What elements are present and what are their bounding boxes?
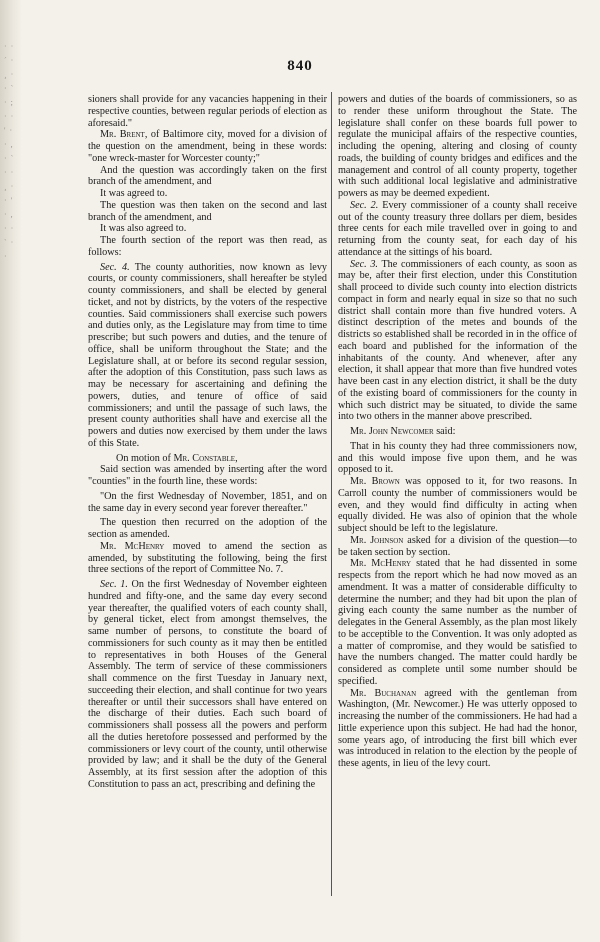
section-text: Sec. 2. Every commissioner of a county shall receive out of the county treasury three dollars per diem, besides three cents for each mile travelled over in going to and returning from the county seat, for each day of his attendance at the sittings of his board. <box>338 199 577 258</box>
paragraph: Mr. Buchanan agreed with the gentleman from Washington, (Mr. Newcomer.) He was utterly opposed to increasing the number of the commissioners. He had had a little experience upon this subject. He had had the honor, some years ago, of introducing the first bill which ever was introduced in relation to the election by the people of these agents, in lieu of the levy court. <box>338 687 577 769</box>
speaker-name: Mr. McHenry <box>350 558 412 570</box>
paragraph: powers and duties of the boards of commissioners, so as to render these uniform throughout the State. The legislature shall confer on these boards full power to regulate the municipal affairs of the respective counties, including the opening, altering and closing of county roads, the building of county bridges and edifices and the management and control of all county property, together with such additional local legislative and administrative powers as may be deemed expedient. <box>338 94 577 199</box>
section-label: Sec. 2. <box>350 199 379 211</box>
speaker-name: Mr. Buchanan <box>350 687 417 699</box>
speaker-name: Mr. John Newcomer <box>350 426 434 437</box>
paragraph: The question then recurred on the adoption of the section as amended. <box>88 517 327 540</box>
page-number: 840 <box>287 58 313 74</box>
speaker-name: Mr. Brent, <box>100 129 148 141</box>
section-label: Sec. 4. <box>100 261 130 273</box>
right-column <box>338 94 577 770</box>
paragraph: Mr. McHenry moved to amend the section as amended, by substituting the following, being the first three sections of the report of Committee No. 7. <box>88 540 327 576</box>
edge-marks: · · ´ · ¸ · · ` · ; · · ' · · , · ` · · ¸ · · ' · , · · ` · · <box>4 42 15 261</box>
speaker-name: Mr. McHenry <box>100 540 165 552</box>
section-text: Sec. 3. The commissioners of each county, as soon as may be, after their first election, under this Constitution shall proceed to divide such county into election districts compact in form and nearly equal in size so that no such district shall contain more than five hundred voters. A distinct description of the metes and bounds of the districts so established shall be recorded in in the office of each board and published for the information of the inhabitants of the county. And whenever, after any election, it shall appear that more than five hundred votes have been cast in any election district, it shall be the duty of the existing board of commissioners for the county in which such district may be situated, to divide the same into two others in the manner above prescribed. <box>338 258 577 423</box>
paragraph: Mr. Brent, of Baltimore city, moved for a division of the question on the amendment, being in these words: "one wreck-master for Worcester county;" <box>88 129 327 164</box>
section-text: Sec. 4. The county authorities, now known as levy courts, or county commissioners, shall hereafter be styled county commissioners, and shall be elected by general ticket, and not by districts, by the voters of the respective counties. Said commissioners shall exercise such powers and duties only, as the Legislature may from time to time prescribe; but such powers and duties, and the tenure of office, shall be uniform throughout the State; and the Legislature shall, at or before its second regular session, after the adoption of this Constitution, pass such laws as may be necessary for ascertaining and defining the powers, duties, and tenure of office of said commissioners; and until the passage of such laws, the present county authorities shall have and exercise all the powers and duties now exercised by them under the laws of this State. <box>88 261 328 449</box>
speaker-name: Mr. Brown <box>350 476 400 487</box>
paragraph: Said section was amended by inserting after the word "counties" in the fourth line, these words: <box>88 464 327 487</box>
page-binding-edge <box>0 0 22 942</box>
paragraph: Mr. John Newcomer said: <box>350 426 456 437</box>
paragraph: Mr. Johnson asked for a division of the question—to be taken section by section. <box>338 534 577 558</box>
column-divider <box>331 92 332 896</box>
speaker-name: Mr. Constable, <box>173 452 238 464</box>
paragraph: It was also agreed to. <box>100 223 187 235</box>
paragraph: Mr. McHenry stated that he had dissented in some respects from the report which he had now moved as an amendment. It was a matter of considerable difficulty to determine the number; and they had bit upon the plan of giving each county the same number as the number of delegates in the General Assembly, as the plan most likely to be acceptible to the Convention. It was only adopted as a matter of compromise, and they would be satisfied to have the numbers changed. The matter could hardly be considered as complete until some number should be specified. <box>338 558 577 687</box>
paragraph: sioners shall provide for any vacancies happening in their respective counties, between regular periods of election as aforesaid." <box>88 94 327 129</box>
paragraph: That in his county they had three commissioners now, and this would impose five upon them, and he was opposed to it. <box>338 440 577 476</box>
left-column <box>88 94 327 791</box>
paragraph: The question was then taken on the second and last branch of the amendment, and <box>88 199 327 223</box>
paragraph: The fourth section of the report was then read, as follows: <box>88 235 327 258</box>
section-text: Sec. 1. On the first Wednesday of November eighteen hundred and fifty-one, and the same day every second year thereafter, the qualified voters of each county shall, by general ticket, elect from amongst themselves, the same number of persons, to constitute the board of commissioners for such county as it may then be entitled to representatives in both Houses of the General Assembly. The term of service of these commissioners shall commence on the first Tuesday in January next, succeeding their election, and shall continue for two years thereafter or until their successors shall have entered on the discharge of their duties. Each such board of commissioners shall possess all the powers and perform all the duties heretofore possessed and performed by the commissioners or levy court of the county, until otherwise provided by law; and it shall be the duty of the General Assembly, at its first session after the adoption of this Constitution to pass an act, prescribing and defining the <box>88 579 327 790</box>
paragraph: On motion of Mr. Constable, <box>116 452 238 464</box>
section-label: Sec. 3. <box>350 258 378 270</box>
paragraph: And the question was accordingly taken on the first branch of the amendment, and <box>88 164 327 188</box>
speaker-name: Mr. Johnson <box>350 534 404 546</box>
section-label: Sec. 1. <box>100 579 128 590</box>
quoted-amendment: "On the first Wednesday of November, 1851, and on the same day in every second year forever thereafter." <box>88 490 327 514</box>
paragraph: It was agreed to. <box>100 188 168 199</box>
paragraph: Mr. Brown was opposed to it, for two reasons. In Carroll county the number of commissioners would be even, and they would find difficulty in acting when equally divided. He was also of opinion that the whole subject should be left to the legislature. <box>338 476 577 534</box>
